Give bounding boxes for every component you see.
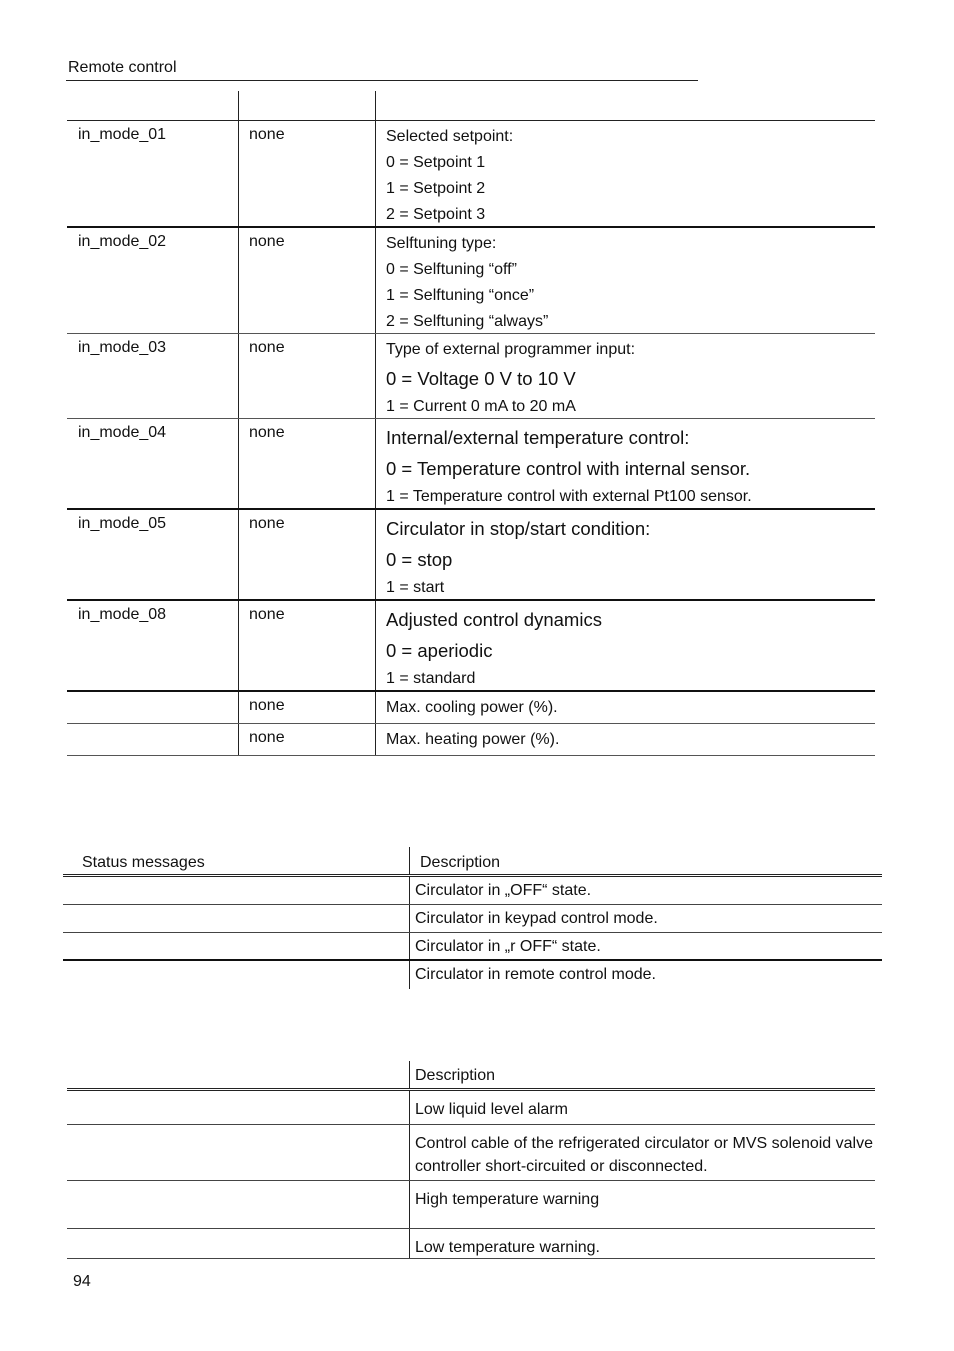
status-messages-table	[63, 847, 882, 989]
param-unit: none	[238, 334, 375, 418]
description-line: 2 = Selftuning “always”	[386, 313, 549, 330]
param-description	[375, 692, 875, 723]
table-row	[63, 905, 882, 933]
page-header-title: Remote control	[68, 59, 177, 76]
table-row	[67, 1181, 875, 1229]
alarm-code	[67, 1181, 409, 1228]
alarm-messages-table	[67, 1061, 875, 1259]
head-cell-description	[375, 91, 875, 120]
alarm-code	[67, 1091, 409, 1124]
description-line: 0 = aperiodic	[386, 640, 493, 661]
table-row	[67, 510, 875, 601]
param-name: in_mode_02	[78, 233, 167, 250]
table-row	[67, 724, 875, 756]
description-line: 0 = Selftuning “off”	[386, 261, 517, 278]
status-table-header	[63, 847, 882, 877]
status-description: Circulator in keypad control mode.	[409, 905, 882, 932]
param-unit: none	[238, 121, 375, 226]
head-cell-name	[67, 91, 238, 120]
table-row	[67, 1229, 875, 1259]
param-name: in_mode_04	[78, 424, 167, 441]
table-row	[67, 334, 875, 419]
param-name: in_mode_03	[78, 339, 167, 356]
alarm-description: Low liquid level alarm	[409, 1091, 875, 1124]
param-description	[375, 121, 875, 226]
table-row	[67, 419, 875, 510]
description-line: 0 = Setpoint 1	[386, 154, 486, 171]
alarm-code	[67, 1125, 409, 1180]
head-cell-unit	[238, 91, 375, 120]
table-row	[63, 961, 882, 989]
table-row	[67, 1091, 875, 1125]
param-description	[375, 419, 875, 508]
description-line: Adjusted control dynamics	[386, 609, 602, 630]
param-description	[375, 334, 875, 418]
description-line: Selftuning type:	[386, 235, 497, 252]
param-unit: none	[238, 724, 375, 755]
table-row	[63, 933, 882, 961]
description-line: 1 = start	[386, 579, 445, 596]
param-name	[67, 724, 238, 755]
status-message	[63, 961, 409, 989]
alarm-description: Low temperature warning.	[409, 1229, 875, 1258]
header-rule	[66, 80, 698, 81]
alarm-table-header	[67, 1061, 875, 1091]
description-line: 0 = Temperature control with internal sensor.	[386, 458, 751, 479]
param-name: in_mode_08	[78, 606, 167, 623]
status-description: Circulator in „r OFF“ state.	[409, 933, 882, 959]
table-row	[67, 692, 875, 724]
table-row	[67, 121, 875, 228]
param-name	[67, 692, 238, 723]
description-line: 0 = stop	[386, 549, 453, 570]
status-description: Circulator in „OFF“ state.	[409, 877, 882, 904]
description-line: 1 = Setpoint 2	[386, 180, 486, 197]
description-line: Max. cooling power (%).	[386, 699, 558, 716]
param-unit: none	[238, 510, 375, 599]
description-line: 0 = Voltage 0 V to 10 V	[386, 368, 576, 389]
param-unit: none	[238, 228, 375, 333]
description-line: 1 = Temperature control with external Pt100 sensor.	[386, 488, 752, 505]
status-message	[63, 877, 409, 904]
param-description	[375, 510, 875, 599]
param-description	[375, 601, 875, 690]
status-message	[63, 933, 409, 959]
description-line: 1 = Current 0 mA to 20 mA	[386, 398, 576, 415]
description-line: 1 = Selftuning “once”	[386, 287, 535, 304]
description-line: Max. heating power (%).	[386, 731, 560, 748]
param-description	[375, 228, 875, 333]
description-line: Internal/external temperature control:	[386, 427, 690, 448]
description-column-header: Description	[409, 847, 882, 874]
param-unit: none	[238, 419, 375, 508]
table-row	[67, 1125, 875, 1181]
description-line: 2 = Setpoint 3	[386, 206, 486, 223]
page-number: 94	[73, 1273, 91, 1290]
param-name: in_mode_01	[78, 126, 167, 143]
alarm-description: Control cable of the refrigerated circulator or MVS solenoid valve controller short-circuited or disconnected.	[409, 1125, 875, 1180]
description-line: 1 = standard	[386, 670, 476, 687]
status-messages-column-header: Status messages	[82, 854, 205, 871]
param-unit: none	[238, 601, 375, 690]
alarm-code	[67, 1229, 409, 1258]
alarm-code-column-header	[67, 1061, 409, 1088]
status-description: Circulator in remote control mode.	[409, 961, 882, 989]
table-row	[63, 877, 882, 905]
description-column-header: Description	[409, 1061, 875, 1088]
description-line: Circulator in stop/start condition:	[386, 518, 651, 539]
parameter-table	[67, 91, 875, 756]
param-unit: none	[238, 692, 375, 723]
table-row	[67, 228, 875, 334]
description-line: Type of external programmer input:	[386, 341, 636, 358]
status-message	[63, 905, 409, 932]
param-name: in_mode_05	[78, 515, 167, 532]
description-line: Selected setpoint:	[386, 128, 514, 145]
alarm-description: High temperature warning	[409, 1181, 875, 1228]
table-row	[67, 601, 875, 692]
parameter-table-head	[67, 91, 875, 121]
param-description	[375, 724, 875, 755]
